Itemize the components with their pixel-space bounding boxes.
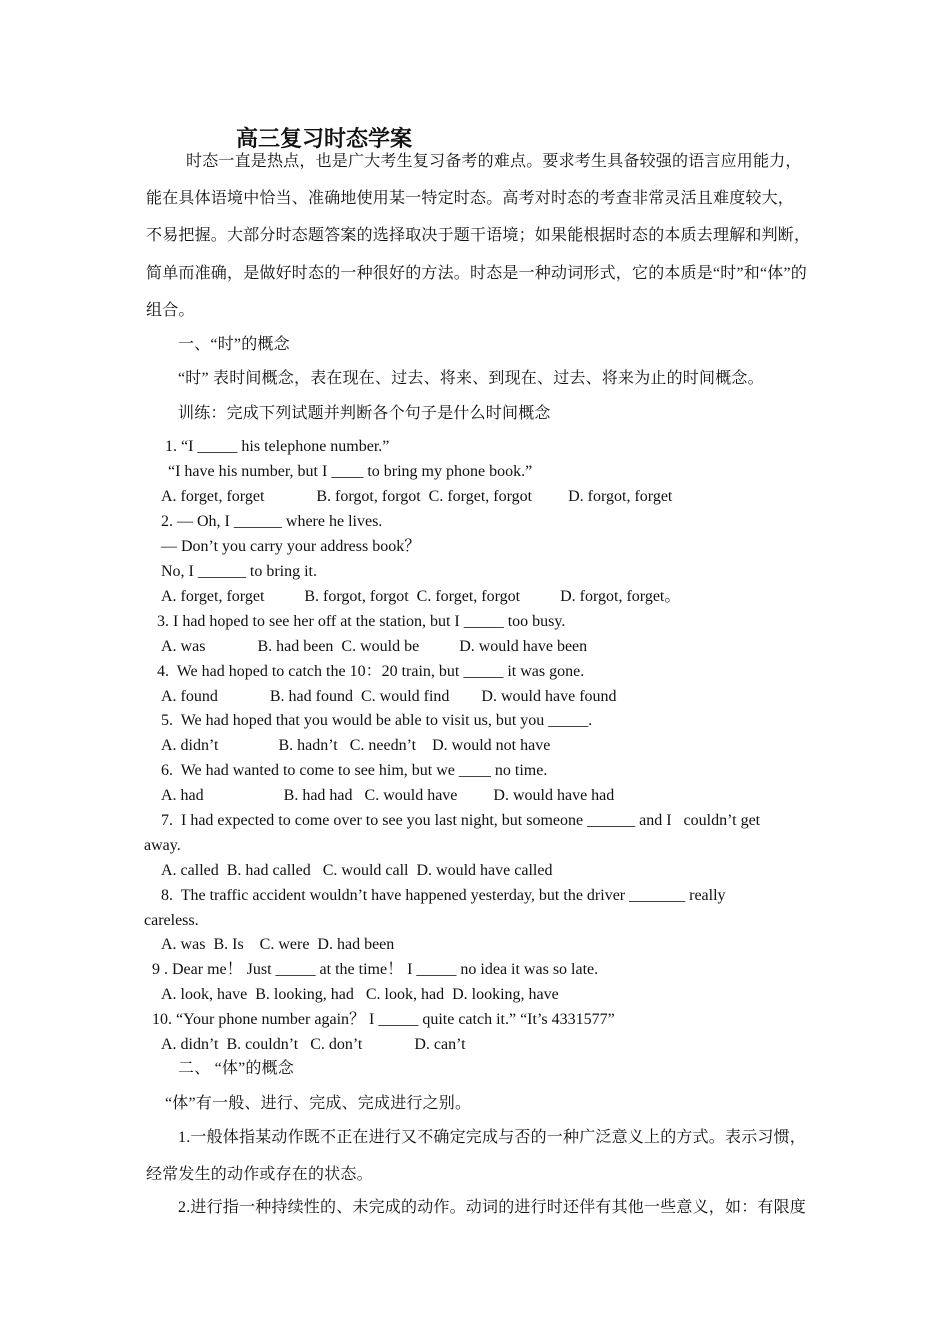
paragraph-line: 经常发生的动作或存在的状态。	[146, 1166, 373, 1183]
intro-line: 组合。	[146, 302, 195, 319]
question-stem: 6. We had wanted to come to see him, but we ____ no time.	[161, 762, 548, 779]
question-stem: 2. — Oh, I ______ where he lives.	[161, 513, 383, 530]
training-instruction: 训练：完成下列试题并判断各个句子是什么时间概念	[178, 405, 551, 422]
question-stem: 4. We had hoped to catch the 10：20 train, but _____ it was gone.	[157, 663, 585, 680]
question-stem: 5. We had hoped that you would be able to visit us, but you _____.	[161, 712, 593, 729]
section-heading: 二、 “体”的概念	[178, 1060, 295, 1077]
document-title: 高三复习时态学案	[236, 126, 413, 152]
question-options: A. look, have B. looking, had C. look, had D. looking, have	[161, 986, 559, 1003]
intro-line: 能在具体语境中恰当、准确地使用某一特定时态。高考对时态的考查非常灵活且难度较大，	[146, 190, 795, 207]
question-options: A. was B. Is C. were D. had been	[161, 936, 395, 953]
question-stem: 8. The traffic accident wouldn’t have happened yesterday, but the driver _______ really	[161, 887, 726, 904]
question-stem: 7. I had expected to come over to see you last night, but someone ______ and I couldn’t get	[161, 812, 761, 829]
intro-line: 简单而准确，是做好时态的一种很好的方法。时态是一种动词形式，它的本质是“时”和“体”的	[146, 265, 808, 282]
question-stem: 10. “Your phone number again？ I _____ quite catch it.” “It’s 4331577”	[152, 1011, 615, 1028]
section-heading: 一、“时”的概念	[178, 336, 290, 353]
question-stem: “I have his number, but I ____ to bring my phone book.”	[168, 463, 533, 480]
question-options: A. had B. had had C. would have D. would have had	[161, 787, 615, 804]
section-intro: “体”有一般、进行、完成、完成进行之别。	[165, 1095, 472, 1112]
section-definition: “时” 表时间概念，表在现在、过去、将来、到现在、过去、将来为止的时间概念。	[178, 370, 764, 387]
question-options: A. forget, forget B. forgot, forgot C. forget, forgot D. forgot, forget	[161, 488, 673, 505]
question-stem: — Don’t you carry your address book？	[161, 538, 421, 555]
question-stem: 1. “I _____ his telephone number.”	[165, 438, 390, 455]
question-options: A. didn’t B. couldn’t C. don’t D. can’t	[161, 1036, 466, 1053]
question-stem: 9 . Dear me！ Just _____ at the time！ I _____ no idea it was so late.	[152, 961, 599, 978]
question-options: A. forget, forget B. forgot, forgot C. forget, forgot D. forgot, forget。	[161, 588, 681, 605]
question-options: A. called B. had called C. would call D. would have called	[161, 862, 553, 879]
question-options: A. was B. had been C. would be D. would have been	[161, 638, 588, 655]
paragraph-line: 1.一般体指某动作既不正在进行又不确定完成与否的一种广泛意义上的方式。表示习惯，	[178, 1129, 807, 1146]
question-stem: 3. I had hoped to see her off at the station, but I _____ too busy.	[157, 613, 566, 630]
intro-line: 不易把握。大部分时态题答案的选择取决于题干语境；如果能根据时态的本质去理解和判断，	[146, 227, 811, 244]
question-stem: No, I ______ to bring it.	[161, 563, 317, 580]
paragraph-line: 2.进行指一种持续性的、未完成的动作。动词的进行时还伴有其他一些意义，如：有限度	[178, 1199, 807, 1216]
question-options: A. found B. had found C. would find D. would have found	[161, 688, 617, 705]
intro-line: 时态一直是热点，也是广大考生复习备考的难点。要求考生具备较强的语言应用能力，	[186, 153, 802, 170]
question-stem-continued: careless.	[144, 912, 199, 929]
question-stem-continued: away.	[144, 837, 181, 854]
question-options: A. didn’t B. hadn’t C. needn’t D. would not have	[161, 737, 551, 754]
